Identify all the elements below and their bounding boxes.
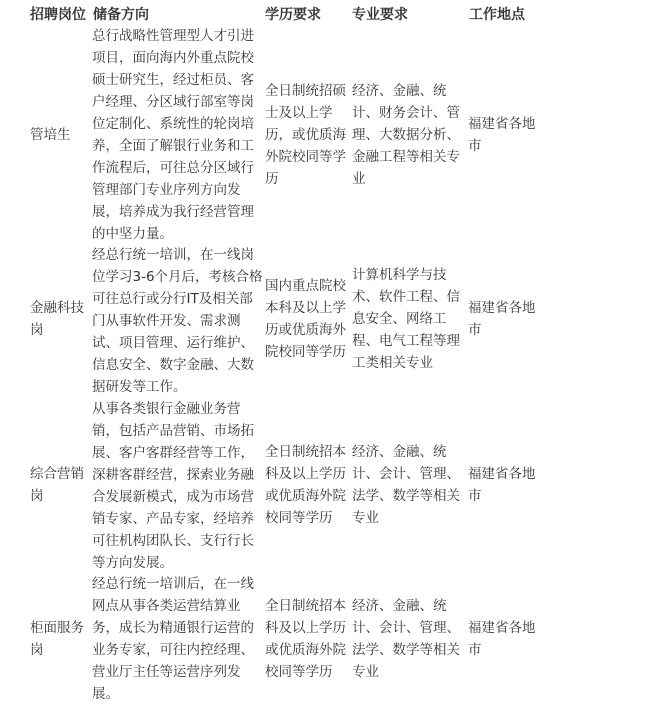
table-row — [0, 573, 667, 707]
header-location: 工作地点 — [469, 7, 525, 23]
cell-post: 金融科技岗 — [30, 300, 84, 338]
cell-education: 全日制统招硕士及以上学历，或优质海外院校同等学历 — [265, 83, 346, 187]
cell-major: 经济、金融、统计、会计、管理、法学、数学等相关专业 — [352, 444, 460, 526]
header-post: 招聘岗位 — [30, 7, 86, 23]
cell-direction: 经总行统一培训后，在一线网点从事各类运营结算业务，成长为精通银行运营的业务专家，可往内控经理、营业厅主任等运营序列发展。 — [92, 576, 254, 702]
cell-major: 计算机科学与技术、软件工程、信息安全、网络工程、电气工程等理工类相关专业 — [352, 267, 460, 371]
cell-post: 综合营销岗 — [30, 466, 84, 504]
table-row — [0, 25, 667, 245]
cell-post: 管培生 — [30, 127, 71, 143]
cell-location: 福建省各地市 — [468, 300, 536, 338]
table-header — [0, 0, 667, 26]
table-row — [0, 398, 667, 574]
cell-education: 全日制统招本科及以上学历或优质海外院校同等学历 — [265, 444, 346, 526]
cell-education: 全日制统招本科及以上学历或优质海外院校同等学历 — [265, 598, 346, 680]
header-education: 学历要求 — [265, 7, 321, 23]
cell-major: 经济、金融、统计、财务会计、管理、大数据分析、金融工程等相关专业 — [352, 83, 460, 187]
cell-direction: 总行战略性管理型人才引进项目，面向海内外重点院校硕士研究生，经过柜员、客户经理、分区域行部室等岗位定制化、系统性的轮岗培养，全面了解银行业务和工作流程后，可往总分区域行管理部门专业序列方向发展，培养成为我行经营管理的中坚力量。 — [92, 28, 254, 242]
cell-direction: 经总行统一培训，在一线岗位学习3-6个月后，考核合格可往总行或分行IT及相关部门从事软件开发、需求测试、项目管理、运行维护、信息安全、数字金融、大数据研发等工作。 — [92, 247, 263, 395]
header-major: 专业要求 — [352, 7, 408, 23]
cell-direction: 从事各类银行金融业务营销，包括产品营销、市场拓展、客户客群经营等工作，深耕客群经营，探索业务融合发展新模式，成为市场营销专家、产品专家，经培养可往机构团队长、支行行长等方向发展。 — [92, 401, 254, 571]
header-direction: 储备方向 — [93, 7, 149, 23]
cell-location: 福建省各地市 — [468, 466, 536, 504]
cell-post: 柜面服务岗 — [30, 620, 84, 658]
cell-education: 国内重点院校本科及以上学历或优质海外院校同等学历 — [265, 278, 346, 360]
cell-location: 福建省各地市 — [468, 116, 536, 154]
cell-location: 福建省各地市 — [468, 620, 536, 658]
cell-major: 经济、金融、统计、会计、管理、法学、数学等相关专业 — [352, 598, 460, 680]
table-row — [0, 244, 667, 400]
